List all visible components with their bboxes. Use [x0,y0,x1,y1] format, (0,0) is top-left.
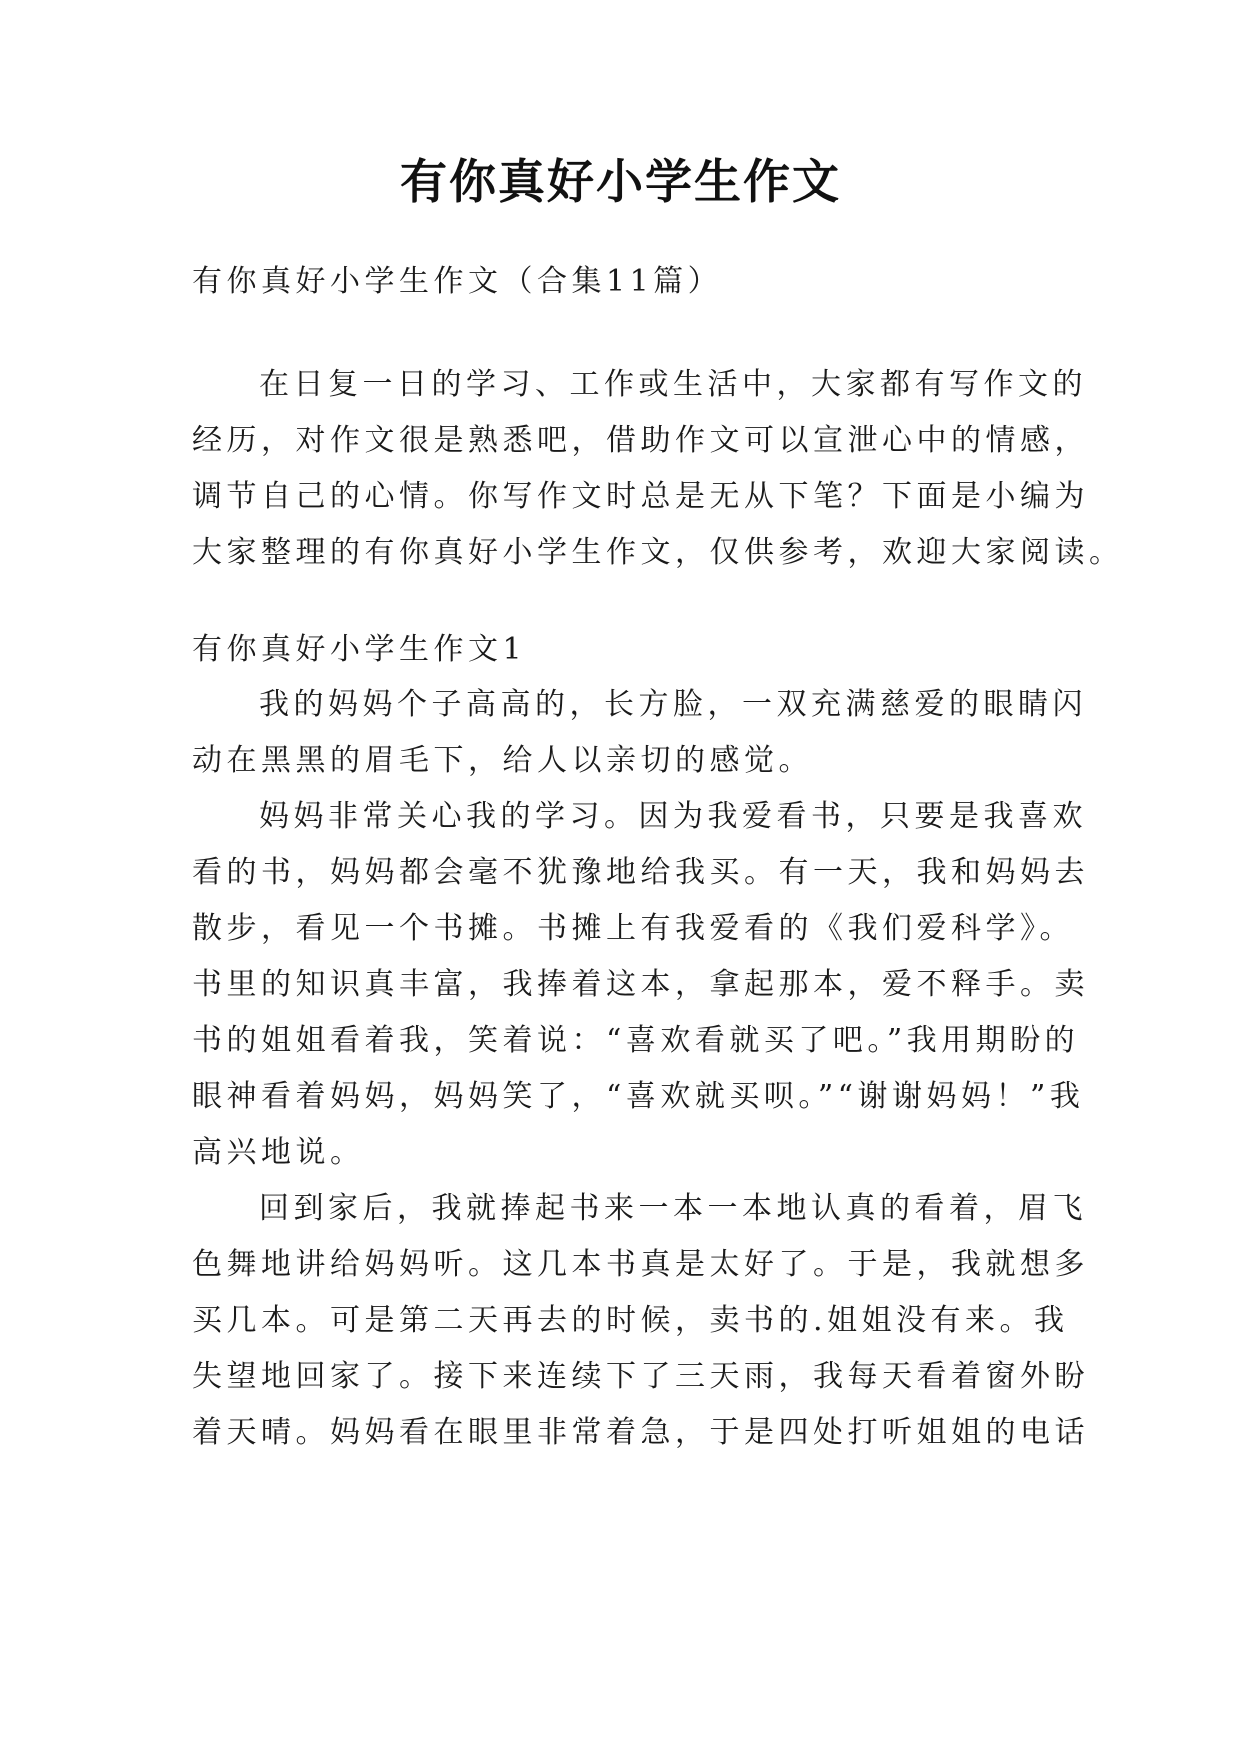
essay-line: 着天晴。妈妈看在眼里非常着急，于是四处打听姐姐的电话 [192,1415,1089,1450]
essay-line: 高兴地说。 [192,1135,365,1170]
collection-heading: 有你真好小学生作文（合集11篇） [192,264,723,299]
essay-line: 书的姐姐看着我，笑着说：“喜欢看就买了吧。”我用期盼的 [192,1023,1080,1058]
essay-line: 我的妈妈个子高高的，长方脸，一双充满慈爱的眼睛闪 [259,687,1087,722]
essay-line: 散步，看见一个书摊。书摊上有我爱看的《我们爱科学》。 [192,911,1074,946]
essay-line: 色舞地讲给妈妈听。这几本书真是太好了。于是，我就想多 [192,1247,1089,1282]
intro-line: 大家整理的有你真好小学生作文，仅供参考，欢迎大家阅读。 [192,535,1124,570]
essay-line: 看的书，妈妈都会毫不犹豫地给我买。有一天，我和妈妈去 [192,855,1089,890]
essay-line: 动在黑黑的眉毛下，给人以亲切的感觉。 [192,743,813,778]
essay-line: 眼神看着妈妈，妈妈笑了，“喜欢就买呗。”“谢谢妈妈！”我 [192,1079,1085,1114]
intro-line: 经历，对作文很是熟悉吧，借助作文可以宣泄心中的情感， [192,423,1089,458]
essay-line: 书里的知识真丰富，我捧着这本，拿起那本，爱不释手。卖 [192,967,1089,1002]
essay-line: 失望地回家了。接下来连续下了三天雨，我每天看着窗外盼 [192,1359,1089,1394]
essay-heading: 有你真好小学生作文1 [192,632,527,667]
intro-line: 在日复一日的学习、工作或生活中，大家都有写作文的 [259,367,1087,402]
essay-line: 回到家后，我就捧起书来一本一本地认真的看着，眉飞 [259,1191,1087,1226]
essay-line: 买几本。可是第二天再去的时候，卖书的.姐姐没有来。我 [192,1303,1069,1338]
intro-line: 调节自己的心情。你写作文时总是无从下笔？下面是小编为 [192,479,1089,514]
essay-line: 妈妈非常关心我的学习。因为我爱看书，只要是我喜欢 [259,799,1087,834]
document-title: 有你真好小学生作文 [400,155,841,210]
